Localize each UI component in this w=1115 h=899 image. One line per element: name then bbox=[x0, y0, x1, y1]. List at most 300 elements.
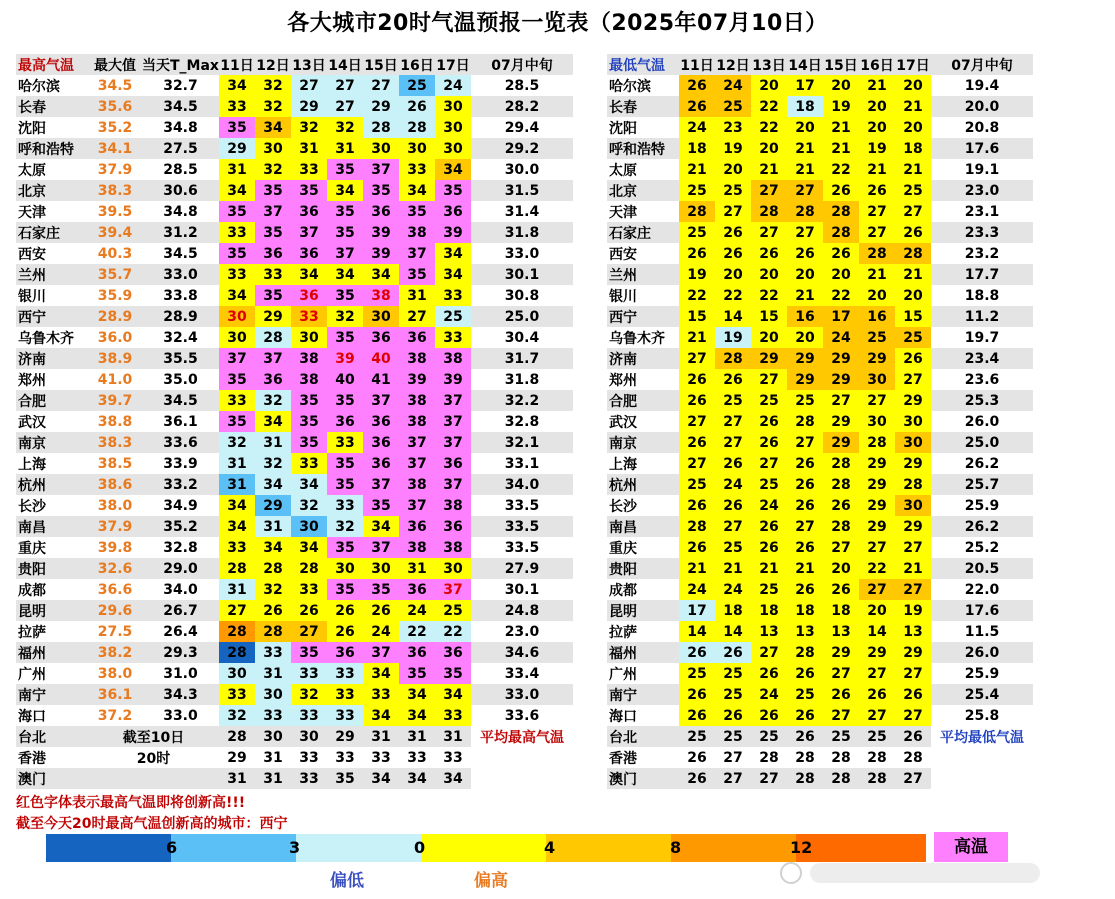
min-forecast-cell: 26 bbox=[787, 726, 823, 747]
min-forecast-cell: 14 bbox=[679, 621, 715, 642]
min-forecast-cell: 27 bbox=[859, 579, 895, 600]
max-record-value: 37.9 bbox=[88, 516, 142, 537]
min-forecast-cell: 26 bbox=[895, 348, 931, 369]
min-forecast-cell: 14 bbox=[715, 306, 751, 327]
min-forecast-cell: 26 bbox=[751, 243, 787, 264]
max-forecast-cell: 34 bbox=[435, 768, 471, 789]
max-forecast-cell: 29 bbox=[363, 96, 399, 117]
min-midmonth-value: 22.0 bbox=[931, 579, 1033, 600]
min-city-name: 广州 bbox=[607, 663, 679, 684]
max-forecast-cell: 31 bbox=[399, 558, 435, 579]
max-city-name: 成都 bbox=[16, 579, 88, 600]
min-city-name: 福州 bbox=[607, 642, 679, 663]
max-record-value: 35.9 bbox=[88, 285, 142, 306]
max-forecast-cell: 35 bbox=[255, 180, 291, 201]
max-record-value: 27.5 bbox=[88, 621, 142, 642]
max-forecast-cell: 34 bbox=[255, 474, 291, 495]
min-forecast-cell: 20 bbox=[787, 264, 823, 285]
max-forecast-cell: 38 bbox=[399, 411, 435, 432]
min-forecast-cell: 27 bbox=[751, 180, 787, 201]
watermark-circle-icon bbox=[780, 862, 802, 884]
max-forecast-cell: 38 bbox=[399, 390, 435, 411]
max-forecast-cell: 33 bbox=[219, 390, 255, 411]
min-midmonth-value: 18.8 bbox=[931, 285, 1033, 306]
max-forecast-cell: 36 bbox=[435, 642, 471, 663]
max-city-name: 海口 bbox=[16, 705, 88, 726]
min-midmonth-value: 19.1 bbox=[931, 159, 1033, 180]
min-forecast-cell: 21 bbox=[895, 558, 931, 579]
max-forecast-cell: 37 bbox=[363, 474, 399, 495]
min-forecast-cell: 26 bbox=[679, 642, 715, 663]
min-forecast-cell: 25 bbox=[715, 726, 751, 747]
max-forecast-cell: 30 bbox=[291, 726, 327, 747]
min-city-name: 兰州 bbox=[607, 264, 679, 285]
max-forecast-cell: 33 bbox=[291, 159, 327, 180]
max-today-value: 33.0 bbox=[142, 705, 219, 726]
avg-max-label: 平均最高气温 bbox=[471, 726, 573, 747]
max-today-value: 34.5 bbox=[142, 390, 219, 411]
min-forecast-cell: 21 bbox=[679, 159, 715, 180]
min-forecast-cell: 20 bbox=[787, 117, 823, 138]
min-forecast-cell: 29 bbox=[895, 642, 931, 663]
max-today-value: 33.6 bbox=[142, 432, 219, 453]
max-header-cell: 17日 bbox=[435, 54, 471, 75]
max-forecast-cell: 32 bbox=[291, 117, 327, 138]
min-midmonth-value: 17.6 bbox=[931, 600, 1033, 621]
max-forecast-cell: 41 bbox=[363, 369, 399, 390]
max-forecast-cell: 39 bbox=[399, 369, 435, 390]
record-city-note: 截至今天20时最高气温创新高的城市：西宁 bbox=[16, 816, 288, 832]
min-forecast-cell: 29 bbox=[895, 516, 931, 537]
max-forecast-cell: 34 bbox=[255, 117, 291, 138]
max-header-cell: 16日 bbox=[399, 54, 435, 75]
max-forecast-cell: 35 bbox=[363, 495, 399, 516]
max-forecast-cell: 30 bbox=[399, 138, 435, 159]
min-midmonth-value: 23.4 bbox=[931, 348, 1033, 369]
max-forecast-cell: 33 bbox=[363, 747, 399, 768]
min-forecast-cell: 29 bbox=[859, 516, 895, 537]
min-forecast-cell: 29 bbox=[823, 411, 859, 432]
max-forecast-cell: 35 bbox=[327, 768, 363, 789]
min-forecast-cell: 24 bbox=[715, 75, 751, 96]
max-header-cell: 15日 bbox=[363, 54, 399, 75]
min-forecast-cell: 24 bbox=[715, 579, 751, 600]
min-forecast-cell: 27 bbox=[715, 411, 751, 432]
min-forecast-cell: 26 bbox=[679, 747, 715, 768]
max-today-value: 32.8 bbox=[142, 537, 219, 558]
min-forecast-cell: 21 bbox=[751, 558, 787, 579]
min-header-cell: 11日 bbox=[679, 54, 715, 75]
min-forecast-cell: 20 bbox=[895, 75, 931, 96]
min-forecast-cell: 22 bbox=[751, 117, 787, 138]
min-forecast-cell: 26 bbox=[679, 96, 715, 117]
min-forecast-cell: 18 bbox=[787, 600, 823, 621]
max-forecast-cell: 31 bbox=[255, 516, 291, 537]
max-forecast-cell: 36 bbox=[327, 411, 363, 432]
min-midmonth-value: 25.8 bbox=[931, 705, 1033, 726]
max-forecast-cell: 34 bbox=[363, 705, 399, 726]
max-forecast-cell: 33 bbox=[327, 432, 363, 453]
min-forecast-cell: 26 bbox=[787, 474, 823, 495]
min-forecast-cell: 26 bbox=[823, 684, 859, 705]
max-forecast-cell: 28 bbox=[219, 726, 255, 747]
max-header-cell: 当天T_Max bbox=[142, 54, 219, 75]
min-forecast-cell: 26 bbox=[787, 663, 823, 684]
min-forecast-cell: 26 bbox=[787, 705, 823, 726]
max-forecast-cell: 37 bbox=[435, 432, 471, 453]
max-record-value: 32.6 bbox=[88, 558, 142, 579]
max-forecast-cell: 28 bbox=[399, 117, 435, 138]
max-forecast-cell: 35 bbox=[255, 285, 291, 306]
max-forecast-cell: 29 bbox=[291, 96, 327, 117]
min-forecast-cell: 27 bbox=[895, 579, 931, 600]
min-forecast-cell: 26 bbox=[715, 369, 751, 390]
min-forecast-cell: 28 bbox=[823, 222, 859, 243]
max-record-value: 29.6 bbox=[88, 600, 142, 621]
max-midmonth-value: 30.1 bbox=[471, 264, 573, 285]
min-forecast-cell: 29 bbox=[859, 348, 895, 369]
min-midmonth-value: 23.3 bbox=[931, 222, 1033, 243]
max-forecast-cell: 31 bbox=[435, 726, 471, 747]
max-header-cell: 14日 bbox=[327, 54, 363, 75]
max-forecast-cell: 29 bbox=[327, 726, 363, 747]
min-forecast-cell: 29 bbox=[787, 369, 823, 390]
max-city-name: 银川 bbox=[16, 285, 88, 306]
max-forecast-cell: 35 bbox=[291, 411, 327, 432]
min-forecast-cell: 26 bbox=[859, 684, 895, 705]
max-forecast-cell: 35 bbox=[327, 327, 363, 348]
min-midmonth-value: 20.8 bbox=[931, 117, 1033, 138]
min-midmonth-value: 11.2 bbox=[931, 306, 1033, 327]
min-header-cell: 07月中旬 bbox=[931, 54, 1033, 75]
max-forecast-cell: 39 bbox=[363, 222, 399, 243]
min-forecast-cell: 21 bbox=[823, 138, 859, 159]
max-forecast-cell: 30 bbox=[327, 558, 363, 579]
max-city-name: 上海 bbox=[16, 453, 88, 474]
max-forecast-cell: 22 bbox=[399, 621, 435, 642]
max-city-name: 广州 bbox=[16, 663, 88, 684]
min-forecast-cell: 27 bbox=[679, 453, 715, 474]
min-forecast-cell: 13 bbox=[823, 621, 859, 642]
min-midmonth-value: 11.5 bbox=[931, 621, 1033, 642]
max-forecast-cell: 38 bbox=[291, 369, 327, 390]
min-city-name: 长春 bbox=[607, 96, 679, 117]
max-forecast-cell: 36 bbox=[291, 243, 327, 264]
min-midmonth-value: 26.0 bbox=[931, 411, 1033, 432]
max-today-value: 33.0 bbox=[142, 264, 219, 285]
max-forecast-cell: 34 bbox=[399, 180, 435, 201]
min-forecast-cell: 26 bbox=[715, 222, 751, 243]
max-city-name: 重庆 bbox=[16, 537, 88, 558]
min-forecast-cell: 24 bbox=[679, 117, 715, 138]
min-forecast-cell: 16 bbox=[859, 306, 895, 327]
min-midmonth-value: 26.0 bbox=[931, 642, 1033, 663]
max-forecast-cell: 35 bbox=[291, 642, 327, 663]
legend-segment bbox=[671, 834, 796, 862]
max-forecast-cell: 33 bbox=[291, 306, 327, 327]
max-forecast-cell: 38 bbox=[291, 348, 327, 369]
max-forecast-cell: 29 bbox=[255, 495, 291, 516]
max-forecast-cell: 38 bbox=[399, 348, 435, 369]
min-forecast-cell: 21 bbox=[895, 96, 931, 117]
min-city-name: 北京 bbox=[607, 180, 679, 201]
min-city-name: 哈尔滨 bbox=[607, 75, 679, 96]
min-forecast-cell: 20 bbox=[895, 117, 931, 138]
min-forecast-cell: 19 bbox=[715, 138, 751, 159]
legend-tick-12: 12 bbox=[790, 838, 813, 857]
max-forecast-cell: 34 bbox=[363, 264, 399, 285]
max-midmonth-value: 33.5 bbox=[471, 495, 573, 516]
min-forecast-cell: 18 bbox=[895, 138, 931, 159]
max-forecast-cell: 37 bbox=[399, 453, 435, 474]
max-record-value: 35.7 bbox=[88, 264, 142, 285]
max-record-value: 39.7 bbox=[88, 390, 142, 411]
min-forecast-cell: 26 bbox=[751, 516, 787, 537]
max-forecast-cell: 34 bbox=[435, 243, 471, 264]
max-forecast-cell: 35 bbox=[327, 474, 363, 495]
max-city-name: 北京 bbox=[16, 180, 88, 201]
min-forecast-cell: 29 bbox=[895, 390, 931, 411]
max-city-name: 昆明 bbox=[16, 600, 88, 621]
max-note-cell: 20时 bbox=[88, 747, 219, 768]
max-midmonth-value: 33.0 bbox=[471, 243, 573, 264]
min-forecast-cell: 18 bbox=[715, 600, 751, 621]
max-midmonth-value: 29.2 bbox=[471, 138, 573, 159]
min-forecast-cell: 27 bbox=[787, 516, 823, 537]
max-city-name: 合肥 bbox=[16, 390, 88, 411]
min-forecast-cell: 28 bbox=[751, 201, 787, 222]
min-forecast-cell: 26 bbox=[859, 180, 895, 201]
max-forecast-cell: 31 bbox=[255, 663, 291, 684]
max-forecast-cell: 31 bbox=[327, 138, 363, 159]
min-forecast-cell: 24 bbox=[823, 327, 859, 348]
max-forecast-cell: 38 bbox=[363, 285, 399, 306]
max-city-name: 台北 bbox=[16, 726, 88, 747]
min-forecast-cell: 20 bbox=[823, 264, 859, 285]
min-forecast-cell: 28 bbox=[787, 768, 823, 789]
min-forecast-cell: 24 bbox=[715, 474, 751, 495]
min-temp-table bbox=[607, 54, 1033, 789]
max-forecast-cell: 37 bbox=[399, 432, 435, 453]
max-record-value: 38.0 bbox=[88, 663, 142, 684]
min-midmonth-value: 23.1 bbox=[931, 201, 1033, 222]
min-forecast-cell: 27 bbox=[715, 768, 751, 789]
max-note-cell: 截至10日 bbox=[88, 726, 219, 747]
max-midmonth-value: 23.0 bbox=[471, 621, 573, 642]
max-forecast-cell: 40 bbox=[327, 369, 363, 390]
max-forecast-cell: 30 bbox=[435, 96, 471, 117]
max-forecast-cell: 31 bbox=[219, 579, 255, 600]
max-forecast-cell: 36 bbox=[363, 432, 399, 453]
max-midmonth-value: 30.4 bbox=[471, 327, 573, 348]
min-forecast-cell: 26 bbox=[679, 705, 715, 726]
max-midmonth-value: 31.8 bbox=[471, 222, 573, 243]
min-forecast-cell: 26 bbox=[715, 495, 751, 516]
watermark-bar bbox=[810, 863, 1040, 883]
min-forecast-cell: 20 bbox=[751, 327, 787, 348]
min-forecast-cell: 21 bbox=[787, 558, 823, 579]
min-forecast-cell: 27 bbox=[715, 747, 751, 768]
min-forecast-cell: 18 bbox=[751, 600, 787, 621]
max-today-value: 34.9 bbox=[142, 495, 219, 516]
max-today-value: 35.5 bbox=[142, 348, 219, 369]
min-city-name: 南宁 bbox=[607, 684, 679, 705]
max-record-value: 38.5 bbox=[88, 453, 142, 474]
min-midmonth-value: 20.5 bbox=[931, 558, 1033, 579]
max-record-value: 39.5 bbox=[88, 201, 142, 222]
max-midmonth-value: 32.1 bbox=[471, 432, 573, 453]
min-forecast-cell: 17 bbox=[787, 75, 823, 96]
max-forecast-cell: 37 bbox=[219, 348, 255, 369]
min-forecast-cell: 27 bbox=[751, 369, 787, 390]
max-city-name: 太原 bbox=[16, 159, 88, 180]
max-forecast-cell: 35 bbox=[327, 201, 363, 222]
min-forecast-cell: 27 bbox=[859, 222, 895, 243]
max-record-value: 38.3 bbox=[88, 180, 142, 201]
min-forecast-cell: 28 bbox=[715, 348, 751, 369]
max-forecast-cell: 33 bbox=[255, 705, 291, 726]
record-note: 红色字体表示最高气温即将创新高!!! bbox=[16, 795, 246, 811]
min-forecast-cell: 19 bbox=[895, 600, 931, 621]
max-today-value: 31.2 bbox=[142, 222, 219, 243]
min-forecast-cell: 26 bbox=[751, 411, 787, 432]
max-forecast-cell: 39 bbox=[435, 369, 471, 390]
max-forecast-cell: 37 bbox=[291, 222, 327, 243]
max-forecast-cell: 33 bbox=[399, 747, 435, 768]
max-midmonth-value: 27.9 bbox=[471, 558, 573, 579]
max-forecast-cell: 31 bbox=[399, 285, 435, 306]
legend-tick-8: 8 bbox=[670, 838, 682, 857]
max-city-name: 济南 bbox=[16, 348, 88, 369]
min-midmonth-value: 25.9 bbox=[931, 663, 1033, 684]
max-forecast-cell: 32 bbox=[255, 159, 291, 180]
min-forecast-cell: 29 bbox=[823, 642, 859, 663]
max-forecast-cell: 33 bbox=[291, 663, 327, 684]
min-header-cell: 17日 bbox=[895, 54, 931, 75]
empty-cell bbox=[931, 747, 1033, 768]
min-forecast-cell: 29 bbox=[859, 642, 895, 663]
max-today-value: 34.8 bbox=[142, 201, 219, 222]
max-record-value: 40.3 bbox=[88, 243, 142, 264]
max-midmonth-value: 25.0 bbox=[471, 306, 573, 327]
max-midmonth-value: 30.0 bbox=[471, 159, 573, 180]
max-forecast-cell: 36 bbox=[327, 642, 363, 663]
max-header-cell: 13日 bbox=[291, 54, 327, 75]
min-forecast-cell: 26 bbox=[787, 453, 823, 474]
min-forecast-cell: 20 bbox=[715, 264, 751, 285]
max-city-name: 西宁 bbox=[16, 306, 88, 327]
min-forecast-cell: 15 bbox=[751, 306, 787, 327]
max-record-value: 38.8 bbox=[88, 411, 142, 432]
min-forecast-cell: 14 bbox=[715, 621, 751, 642]
max-forecast-cell: 31 bbox=[255, 432, 291, 453]
max-city-name: 南昌 bbox=[16, 516, 88, 537]
max-forecast-cell: 27 bbox=[219, 600, 255, 621]
max-forecast-cell: 31 bbox=[399, 726, 435, 747]
min-forecast-cell: 27 bbox=[679, 348, 715, 369]
max-record-value: 34.1 bbox=[88, 138, 142, 159]
min-forecast-cell: 25 bbox=[787, 684, 823, 705]
max-midmonth-value: 33.5 bbox=[471, 537, 573, 558]
min-header-cell: 14日 bbox=[787, 54, 823, 75]
max-city-name: 呼和浩特 bbox=[16, 138, 88, 159]
max-forecast-cell: 36 bbox=[363, 201, 399, 222]
min-midmonth-value: 17.6 bbox=[931, 138, 1033, 159]
max-today-value: 34.5 bbox=[142, 243, 219, 264]
max-forecast-cell: 26 bbox=[399, 96, 435, 117]
max-forecast-cell: 32 bbox=[327, 117, 363, 138]
min-forecast-cell: 13 bbox=[751, 621, 787, 642]
max-forecast-cell: 38 bbox=[435, 348, 471, 369]
min-forecast-cell: 28 bbox=[823, 516, 859, 537]
max-forecast-cell: 35 bbox=[327, 285, 363, 306]
min-forecast-cell: 28 bbox=[751, 747, 787, 768]
min-forecast-cell: 26 bbox=[895, 222, 931, 243]
max-today-value: 34.5 bbox=[142, 96, 219, 117]
max-city-name: 贵阳 bbox=[16, 558, 88, 579]
max-record-value: 36.6 bbox=[88, 579, 142, 600]
min-forecast-cell: 25 bbox=[787, 390, 823, 411]
max-midmonth-value: 33.6 bbox=[471, 705, 573, 726]
max-forecast-cell: 37 bbox=[399, 243, 435, 264]
min-forecast-cell: 25 bbox=[679, 180, 715, 201]
min-forecast-cell: 25 bbox=[679, 474, 715, 495]
max-record-value: 35.2 bbox=[88, 117, 142, 138]
min-forecast-cell: 26 bbox=[751, 705, 787, 726]
max-forecast-cell: 30 bbox=[255, 138, 291, 159]
max-today-value: 26.7 bbox=[142, 600, 219, 621]
min-header-label: 最低气温 bbox=[607, 54, 679, 75]
legend-hot-box: 高温 bbox=[934, 832, 1008, 862]
min-forecast-cell: 26 bbox=[823, 495, 859, 516]
max-forecast-cell: 35 bbox=[327, 390, 363, 411]
min-forecast-cell: 27 bbox=[751, 642, 787, 663]
max-city-name: 西安 bbox=[16, 243, 88, 264]
max-record-value: 38.2 bbox=[88, 642, 142, 663]
max-city-name: 天津 bbox=[16, 201, 88, 222]
min-forecast-cell: 27 bbox=[715, 201, 751, 222]
legend-tick-3: 3 bbox=[289, 838, 301, 857]
watermark bbox=[780, 858, 1110, 888]
page-title: 各大城市20时气温预报一览表（2025年07月10日） bbox=[287, 11, 828, 36]
min-midmonth-value: 26.2 bbox=[931, 516, 1033, 537]
max-forecast-cell: 38 bbox=[399, 474, 435, 495]
max-forecast-cell: 28 bbox=[363, 117, 399, 138]
max-forecast-cell: 35 bbox=[363, 579, 399, 600]
min-forecast-cell: 27 bbox=[859, 663, 895, 684]
min-forecast-cell: 26 bbox=[715, 642, 751, 663]
min-forecast-cell: 13 bbox=[895, 621, 931, 642]
max-midmonth-value: 33.4 bbox=[471, 663, 573, 684]
min-forecast-cell: 20 bbox=[787, 327, 823, 348]
max-forecast-cell: 37 bbox=[363, 159, 399, 180]
min-forecast-cell: 20 bbox=[823, 75, 859, 96]
max-city-name: 哈尔滨 bbox=[16, 75, 88, 96]
max-forecast-cell: 34 bbox=[219, 285, 255, 306]
min-midmonth-value: 25.7 bbox=[931, 474, 1033, 495]
min-forecast-cell: 27 bbox=[715, 516, 751, 537]
max-forecast-cell: 40 bbox=[363, 348, 399, 369]
min-forecast-cell: 27 bbox=[751, 768, 787, 789]
max-forecast-cell: 28 bbox=[291, 558, 327, 579]
min-forecast-cell: 28 bbox=[787, 747, 823, 768]
max-forecast-cell: 30 bbox=[219, 327, 255, 348]
min-forecast-cell: 28 bbox=[787, 201, 823, 222]
max-record-value: 36.0 bbox=[88, 327, 142, 348]
max-forecast-cell: 33 bbox=[327, 705, 363, 726]
min-forecast-cell: 29 bbox=[751, 348, 787, 369]
max-today-value: 36.1 bbox=[142, 411, 219, 432]
